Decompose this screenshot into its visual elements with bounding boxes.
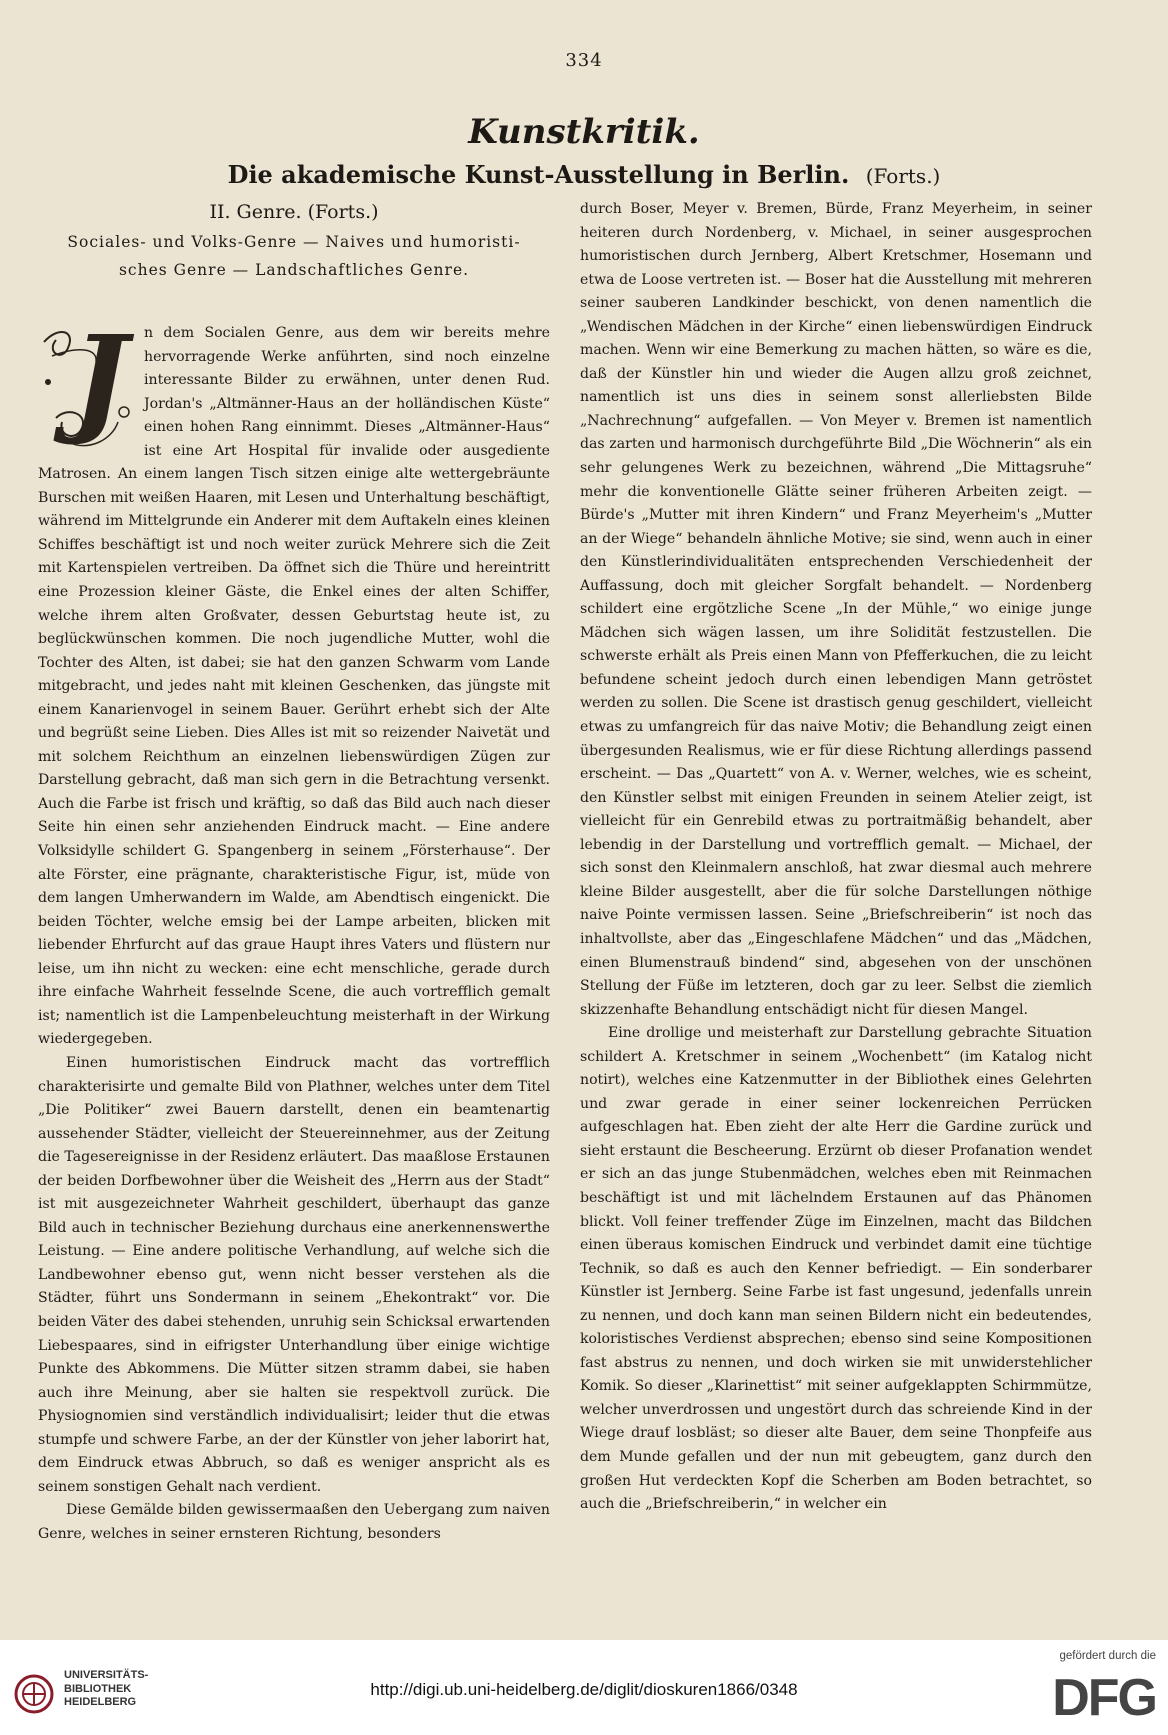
topics-line-2: sches Genre — Landschaftliches Genre.: [118, 261, 470, 279]
library-name-line-3: HEIDELBERG: [64, 1696, 137, 1708]
initial-letter: J: [72, 309, 128, 448]
left-paragraph-3: Diese Gemälde bilden gewissermaaßen den Uebergang zum naiven Genre, welches in seiner ernsteren Richtung, besonders: [38, 1502, 550, 1542]
left-paragraph-2: Einen humoristischen Eindruck macht das vortrefflich charakterisirte und gemalte Bild von Plathner, welches unter dem Titel „Die Politiker“ zwei Bauern darstellt, denen ein beamtenartig aussehender Städter, vielleicht der Steuereinnehmer, aus der Zeitung die Tagesereignisse in der Residenz erläutert. Das maaßlose Erstaunen der beiden Dorfbewohner über die Weisheit des „Herrn aus der Stadt“ ist mit ausgezeichneter Wahrheit geschildert, überhaupt das ganze Bild auch in technischer Beziehung durchaus eine anerkennenswerthe Leistung. — Eine andere politische Verhandlung, auf welche sich die Landbewohner ebenso gut, wenn nicht besser verstehen als die Städter, führt uns Sondermann in seinem „Ehekontrakt“ vor. Die beiden Väter des dabei stehenden, unruhig sein Schicksal erwartenden Liebespaares, sind in eifrigster Unterhandlung über einige wichtige Punkte des Abkommens. Die Mütter sitzen stramm dabei, sie haben auch ihre Meinung, aber sie halten sie respektvoll zurück. Die Physiognomien sind verständlich individualisirt; leider thut die etwas stumpfe und schwere Farbe, an der der Künstler von jeher laborirt hat, dem Eindruck etwas Abbruch, so daß es weniger anspricht als es seinem sonstigen Gehalt nach verdient.: [38, 1054, 550, 1495]
library-name-line-1: UNIVERSITÄTS-: [64, 1669, 149, 1681]
page-number: 334: [565, 50, 603, 71]
footer-bar: [0, 1640, 1168, 1735]
article-title-text: Die akademische Kunst-Ausstellung in Berlin.: [227, 160, 850, 189]
permalink-url[interactable]: http://digi.ub.uni-heidelberg.de/diglit/dioskuren1866/0348: [370, 1680, 798, 1699]
right-paragraph-1: durch Boser, Meyer v. Bremen, Bürde, Franz Meyerheim, in seiner heiteren durch Nordenberg, v. Michael, in seiner ausgesprochen humoristischen durch Jernberg, Albert Kretschmer, Hosemann und etwa de Loose vertreten ist. — Boser hat die Ausstellung mit mehreren seiner sauberen Landkinder beschickt, von denen namentlich die „Wendischen Mädchen in der Kirche“ einen liebenswürdigen Eindruck machen. Wenn wir eine Bemerkung zu machen hätten, so wäre es die, daß der Künstler hin und wieder die Augen allzu groß zeichnet, namentlich ist uns dies in seinem sonst allerliebsten Bilde „Nachrechnung“ aufgefallen. — Von Meyer v. Bremen ist namentlich das zarten und harmonisch durchgeführte Bild „Die Wöchnerin“ als ein sehr gelungenes Werk zu bezeichnen, während „Die Mittagsruhe“ mehr die konventionelle Glätte seiner früheren Arbeiten zeigt. — Bürde's „Mutter mit ihren Kindern“ und Franz Meyerheim's „Mutter an der Wiege“ behandeln ähnliche Motive; sie sind, wenn auch in einer den Künstlerindividualitäten entsprechenden Verschiedenheit der Auffassung, doch mit gleicher Sorgfalt behandelt. — Nordenberg schildert eine ergötzliche Scene „In der Mühle,“ wo einige junge Mädchen sich wägen lassen, um ihre Solidität festzustellen. Die schwerste erhält als Preis einen Mann von Pfefferkuchen, die zu leicht befundene scheint jedoch durch einen lebendigen Mann getröstet werden zu sollen. Die Scene ist drastisch genug geschildert, vielleicht etwas zu umfangreich für das naive Motiv; die Behandlung zeigt einen übergesunden Realismus, wie er für diese Richtung allerdings passend erscheint. — Das „Quartett“ von A. v. Werner, welches, wie es scheint, den Künstler selbst mit einigen Freunden in seinem Atelier zeigt, ist vielleicht für ein Genrebild etwas zu portraitmäßig behandelt, aber lebendig in der Darstellung und vortrefflich gemalt. — Michael, der sich sonst den Kleinmalern anschloß, hat zwar diesmal auch mehrere kleine Bilder ausgestellt, aber die für solche Darstellungen nöthige naive Pointe vermissen lassen. Seine „Briefschreiberin“ ist noch das inhaltvollste, aber das „Eingeschlafene Mädchen“ und das „Mädchen, einen Blumenstrauß bindend“ sind, abgesehen von der unschönen Stellung der Füße im letzteren, doch gar zu leer. Selbst die ziemlich skizzenhafte Behandlung entschädigt nicht für diesen Mangel.: [580, 201, 1092, 1018]
article-title: [0, 160, 1168, 189]
subheading: II. Genre. (Forts.): [209, 201, 379, 223]
decorated-initial: [38, 309, 136, 458]
right-paragraph-2: Eine drollige und meisterhaft zur Darstellung gebrachte Situation schildert A. Kretschmer in seinem „Wochenbett“ (im Katalog nicht notirt), welches eine Katzenmutter in der Bibliothek eines Gelehrten und zwar gerade in einer seiner lockenreichen Perrücken aufgeschlagen hat. Eben zieht der alte Herr die Gardine zurück und sieht erstaunt die Bescheerung. Erzürnt ob dieser Profanation wendet er sich an das junge Stubenmädchen, welches eben mit Reinmachen beschäftigt ist und mit lächelndem Erstaunen auf das Phänomen blickt. Voll feiner treffender Züge im Einzelnen, macht das Bildchen einen überaus komischen Eindruck und verbindet damit eine tüchtige Technik, so daß es auch den Kenner befriedigt. — Ein sonderbarer Künstler ist Jernberg. Seine Farbe ist fast ungesund, jedenfalls unrein zu nennen, und doch kann man seinen Bildern nicht ein bedeutendes, koloristisches Verdienst absprechen; ebenso sind seine Kompositionen fast abstrus zu nennen, und doch wirken sie mit unwiderstehlicher Komik. So dieser „Klarinettist“ mit seiner aufgeklappten Schirmmütze, welcher unverdrossen und ungestört durch das schreiende Kind in der Wiege drauf losbläst; so dieser alte Bauer, dem seine Thonpfeife aus dem Munde gefallen und der nun mit gebeugtem, ganz durch den großen Hut verdeckten Kopf die Scherben am Boden betrachtet, so auch die „Briefschreiberin,“ in welcher ein: [580, 1025, 1092, 1513]
section-title: Kunstkritik.: [468, 112, 700, 152]
left-paragraph-1: n dem Socialen Genre, aus dem wir bereits mehre hervorragende Werke anführten, sind noch einzelne interessante Bilder zu erwähnen, unter denen Rud. Jordan's „Altmänner-Haus an der holländischen Küste“ einen hohen Rang einnimmt. Dieses „Altmänner-Haus“ ist eine Art Hospital für invalide oder ausgediente Matrosen. An einem langen Tisch sitzen einige alte wettergebräunte Burschen mit weißen Haaren, mit Lesen und Unterhaltung beschäftigt, während im Mittelgrunde ein Anderer mit dem Auftakeln eines kleinen Schiffes beschäftigt ist und noch weiter zurück Mehrere sich die Zeit mit Kartenspielen vertreiben. Da öffnet sich die Thüre und hereintritt eine Prozession kleiner Gäste, die Enkel eines der alten Schiffer, welche ihrem alten Großvater, dessen Geburtstag heute ist, zu beglückwünschen kommen. Die noch jugendliche Mutter, wohl die Tochter des Alten, ist dabei; sie hat den ganzen Schwarm vom Lande mitgebracht, und jedes naht mit kleinen Geschenken, das jüngste mit einem Kanarienvogel in seinem Bauer. Gerührt erhebt sich der Alte und begrüßt seine Lieben. Dies Alles ist mit so reizender Naivetät und mit solchem Reichthum an einzelnen liebenswürdigen Zügen zur Darstellung gebracht, daß man sich gern in die Betrachtung versenkt. Auch die Farbe ist frisch und kräftig, so daß das Bild auch nach dieser Seite hin einen sehr anziehenden Eindruck macht. — Eine andere Volksidylle schildert G. Spangenberg in seinem „Försterhause“. Der alte Förster, eine prägnante, charakteristische Figur, ist, müde von dem langen Umherwandern im Walde, am Abendtisch eingenickt. Die beiden Töchter, welche emsig bei der Lampe arbeiten, blicken mit liebender Ehrfurcht auf das graue Haupt ihres Vaters und flüstern nur leise, um ihn nicht zu wecken: eine echt menschliche, gerade durch ihre einfache Wahrheit fesselnde Scene, die auch vortrefflich gemalt ist; namentlich ist die Lampenbeleuchtung meisterhaft in der Wirkung wiedergegeben.: [38, 325, 550, 1048]
topics-heading: [38, 228, 550, 284]
right-column: [580, 198, 1092, 1517]
dfg-logo: DFG: [1052, 1669, 1156, 1727]
article-title-suffix: (Forts.): [865, 164, 941, 188]
library-name-line-2: BIBLIOTHEK: [64, 1682, 132, 1695]
topics-line-1: Sociales- und Volks-Genre — Naives und humoristi-: [67, 233, 521, 251]
funding-note: gefördert durch die: [1059, 1650, 1156, 1662]
left-column: [38, 198, 550, 1546]
